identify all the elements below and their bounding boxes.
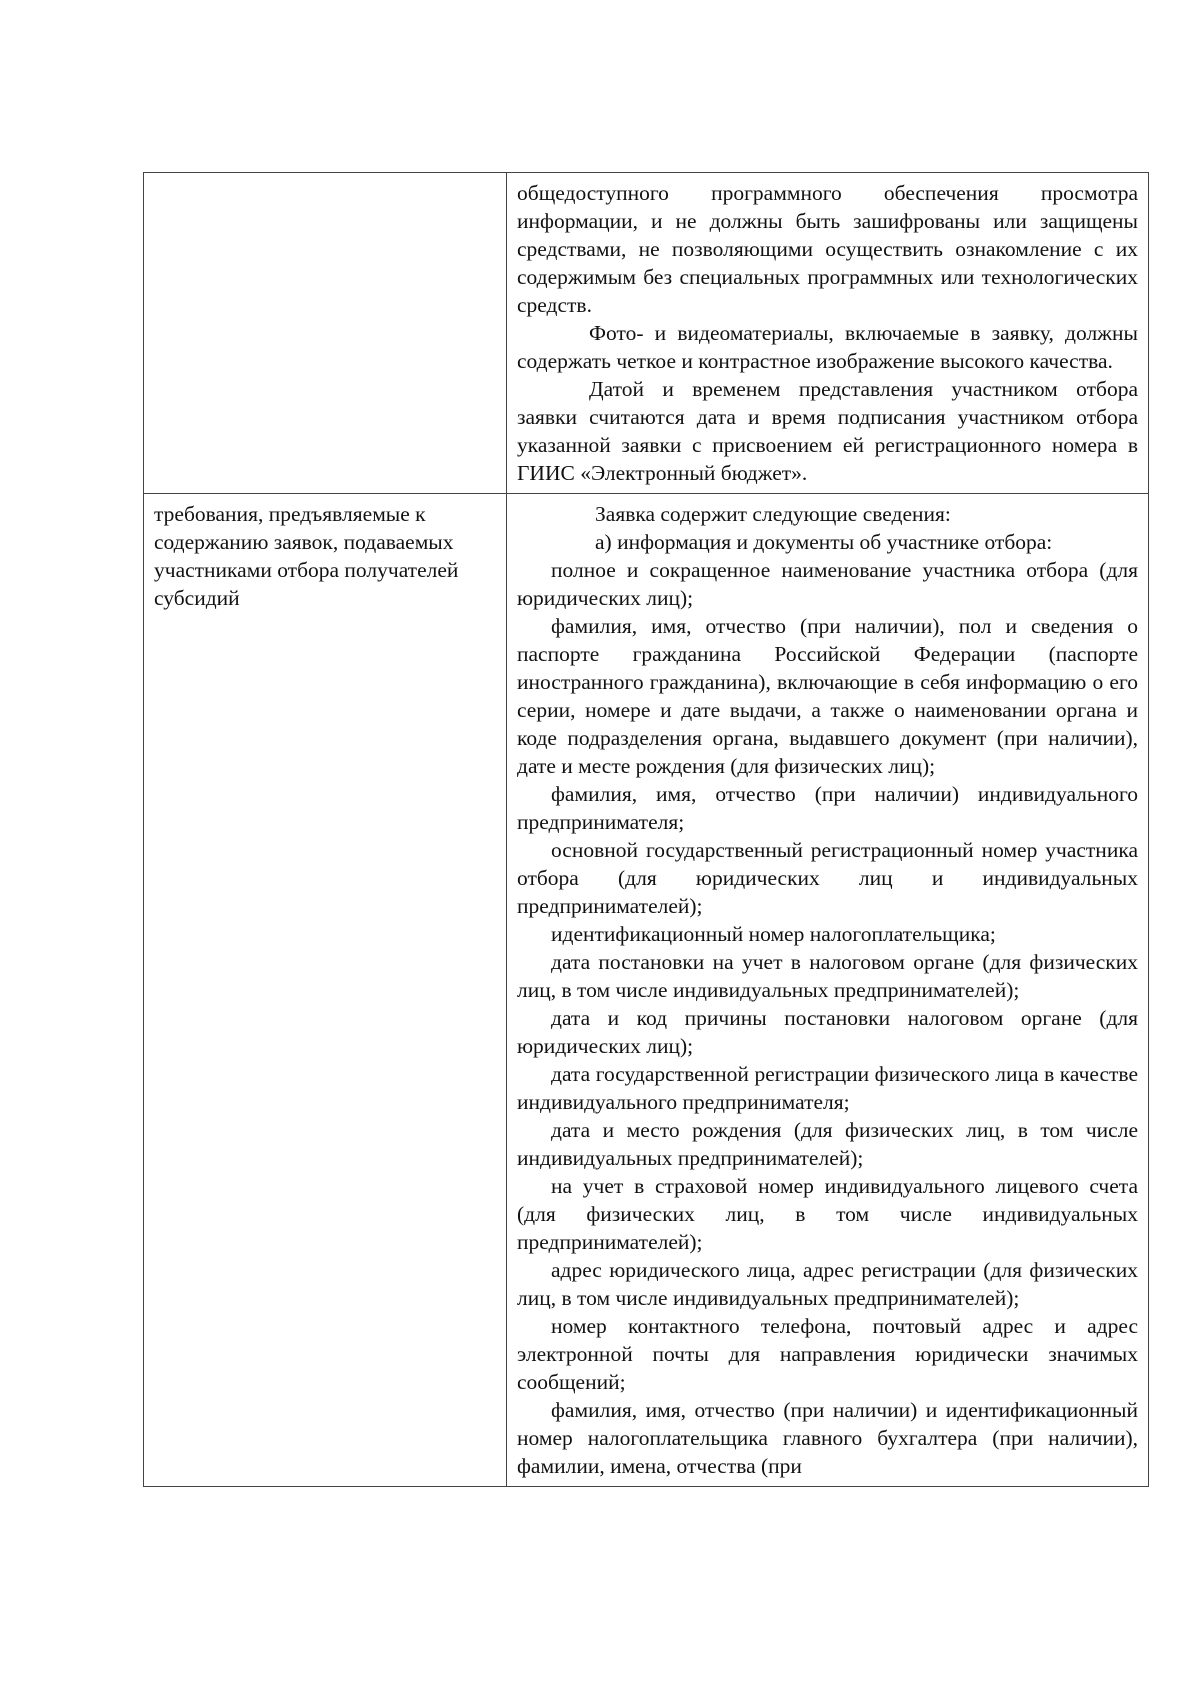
paragraph: дата государственной регистрации физического лица в качестве индивидуального предпринимателя; <box>517 1062 1138 1114</box>
requirements-table <box>143 172 1149 1487</box>
paragraph-heading: Заявка содержит следующие сведения: <box>595 502 951 526</box>
paragraph: идентификационный номер налогоплательщика; <box>551 922 996 946</box>
content-cell <box>507 173 1149 494</box>
table-row <box>144 173 1149 494</box>
table-row <box>144 494 1149 1487</box>
paragraph: дата и код причины постановки налоговом органе (для юридических лиц); <box>517 1006 1138 1058</box>
paragraph: фамилия, имя, отчество (при наличии), пол и сведения о паспорте гражданина Российской Федерации (паспорте иностранного гражданина), включающие в себя информацию о его серии, номере и дате выдачи, а также о наименовании органа и коде подразделения органа, выдавшего документ (при наличии), дате и месте рождения (для физических лиц); <box>517 614 1138 778</box>
paragraph: общедоступного программного обеспечения просмотра информации, и не должны быть зашифрованы или защищены средствами, не позволяющими осуществить ознакомление с их содержимым без специальных программных или технологических средств. <box>517 181 1138 317</box>
paragraph: полное и сокращенное наименование участника отбора (для юридических лиц); <box>517 558 1138 610</box>
paragraph: адрес юридического лица, адрес регистрации (для физических лиц, в том числе индивидуальных предпринимателей); <box>517 1258 1138 1310</box>
paragraph: основной государственный регистрационный номер участника отбора (для юридических лиц и индивидуальных предпринимателей); <box>517 838 1138 918</box>
paragraph: номер контактного телефона, почтовый адрес и адрес электронной почты для направления юридически значимых сообщений; <box>517 1314 1138 1394</box>
paragraph: фамилия, имя, отчество (при наличии) и идентификационный номер налогоплательщика главного бухгалтера (при наличии), фамилии, имена, отчества (при <box>517 1398 1138 1478</box>
paragraph-heading: а) информация и документы об участнике отбора: <box>595 530 1053 554</box>
paragraph: дата постановки на учет в налоговом органе (для физических лиц, в том числе индивидуальных предпринимателей); <box>517 950 1138 1002</box>
criteria-cell <box>144 173 507 494</box>
paragraph: дата и место рождения (для физических лиц, в том числе индивидуальных предпринимателей); <box>517 1118 1138 1170</box>
paragraph: на учет в страховой номер индивидуального лицевого счета (для физических лиц, в том числе индивидуальных предпринимателей); <box>517 1174 1138 1254</box>
paragraph: Фото- и видеоматериалы, включаемые в заявку, должны содержать четкое и контрастное изображение высокого качества. <box>517 321 1138 373</box>
paragraph: Датой и временем представления участником отбора заявки считаются дата и время подписания участником отбора указанной заявки с присвоением ей регистрационного номера в ГИИС «Электронный бюджет». <box>517 377 1138 485</box>
criteria-cell: требования, предъявляемые к содержанию заявок, подаваемых участниками отбора получателей субсидий <box>144 494 507 1487</box>
paragraph: фамилия, имя, отчество (при наличии) индивидуального предпринимателя; <box>517 782 1138 834</box>
content-cell <box>507 494 1149 1487</box>
